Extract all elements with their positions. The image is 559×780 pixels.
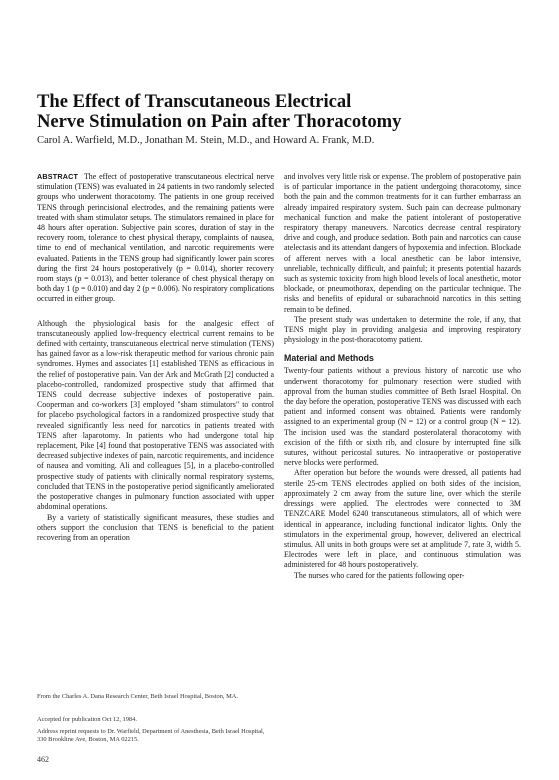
footnote-affiliation: From the Charles A. Dana Research Center, Beth Israel Hospital, Boston, MA. [37, 693, 239, 700]
left-column [37, 172, 274, 543]
title-line-1: The Effect of Transcutaneous Electrical [37, 91, 352, 112]
author-list: Carol A. Warfield, M.D., Jonathan M. Stein, M.D., and Howard A. Frank, M.D. [37, 135, 375, 146]
abstract-text: The effect of postoperative transcutaneous electrical nerve stimulation (TENS) was evaluated in 24 patients in two randomly selected groups who underwent thoracotomy. The patients in one group received TENS through perincisional electrodes, and the remaining patients were treated with sham stimulator setups. The stimulators remained in place for 48 hours after operation. Subjective pain scores, duration of stay in the recovery room, tolerance to chest physical therapy, complaints of nausea, time to end of mechanical ventilation, and narcotic requirements were evaluated. Patients in the TENS group had significantly lower pain scores during the first 24 hours postoperatively (p = 0.014), shorter recovery room stays (p = 0.013), and better tolerance of chest physical therapy on both day 1 (p = 0.010) and day 2 (p = 0.006). No respiratory complications occurred in either group. [37, 172, 274, 304]
intro-paragraph-1: Although the physiological basis for the analgesic effect of transcutaneously applied low-frequency electrical current remains to be defined with certainty, transcutaneous electrical nerve stimulation (TENS) has gained favor as a low-risk therapeutic method for various chronic pain syndromes. Hymes and associates [1] established TENS as efficacious in the relief of postoperative pain. Van der Ark and McGrath [2] conducted a placebo-controlled, randomized prospective study that affirmed that TENS could decrease subjective indexes of postoperative pain. Cooperman and co-workers [3] employed "sham stimulators" to control for placebo psychological factors in a randomized prospective study that revealed significantly less need for narcotics in patients treated with TENS after laparotomy. In patients who had undergone total hip replacement, Pike [4] found that postoperative TENS was associated with decreased subjective indexes of pain, narcotic requirements, and incidence of nausea and vomiting. Ali and colleagues [5], in a placebo-controlled prospective study of patients with clinically normal respiratory systems, concluded that TENS in the postoperative period significantly ameliorated the postoperative changes in pulmonary function associated with upper abdominal operations. [37, 318, 274, 512]
intro-paragraph-2: By a variety of statistically significant measures, these studies and others support the conclusion that TENS is beneficial to the patient recovering from an operation [37, 512, 274, 542]
methods-paragraph-1: Twenty-four patients without a previous history of narcotic use who underwent thoracotomy for pulmonary resection were studied with approval from the human studies committee of Beth Israel Hospital. On the day before the operation, postoperative TENS was discussed with each patient and informed consent was obtained. Patients were randomly assigned to an experimental group (N = 12) or a control group (N = 12). The incision used was the standard posterolateral thoracotomy with excision of the fifth or sixth rib, and closure by interrupted fine silk sutures, without pericostal sutures. No intraoperative or postoperative nerve blocks were performed. [284, 366, 521, 468]
right-column [284, 172, 521, 581]
title-line-2: Nerve Stimulation on Pain after Thoracotomy [37, 111, 402, 132]
footnote-reprints: Address reprint requests to Dr. Warfield, Department of Anesthesia, Beth Israel Hospital, 330 Brookline Ave, Boston, MA 02215. [37, 728, 265, 744]
body-paragraph-2: The present study was undertaken to determine the role, if any, that TENS might play in providing analgesia and improving respiratory physiology in the post-thoracotomy patient. [284, 314, 521, 345]
methods-paragraph-2: After operation but before the wounds were dressed, all patients had sterile 25-cm TENS electrodes applied on both sides of the incision, approximately 2 cm away from the suture line, over which the sterile dressings were applied. The electrodes were connected to 3M TENZCARE Model 6240 transcutaneous stimulators, all of which were identical in appearance, including functional indicator lights. Only the stimulators in the experimental group, however, delivered an electrical stimulus. All units in both groups were set at amplitude 7, rate 3, width 5. Electrodes were left in place, and continuous stimulation was administered for 48 hours postoperatively. [284, 468, 521, 570]
footnote-accepted: Accepted for publication Oct 12, 1984. [37, 716, 137, 723]
section-heading-methods: Material and Methods [284, 353, 374, 364]
page-number: 462 [37, 755, 49, 764]
article-title [37, 92, 517, 132]
abstract [37, 172, 274, 305]
methods-paragraph-3: The nurses who cared for the patients following oper- [294, 570, 465, 580]
body-paragraph-1: and involves very little risk or expense. The problem of postoperative pain is of particular importance in the patient undergoing thoracotomy, since both the pain and the common treatments for it can further embarrass an already impaired respiratory system. Such pain can decrease pulmonary mechanical function and make the patient intolerant of postoperative respiratory therapy maneuvers. Narcotics decrease central respiratory drive and cough, and produce sedation. Both pain and narcotics can cause atelectasis and its attendant dangers of hypoxemia and infection. Blockade of afferent nerves with a local anesthetic can be labor intensive, unreliable, technically difficult, and painful; it presents potential hazards such as systemic toxicity from high blood levels of local anesthetic, motor blockade, or pneumothorax, depending on the particular technique. The risks and benefits of epidural or subarachnoid narcotics in this setting remain to be defined. [284, 172, 521, 314]
abstract-label: ABSTRACT [37, 172, 79, 181]
